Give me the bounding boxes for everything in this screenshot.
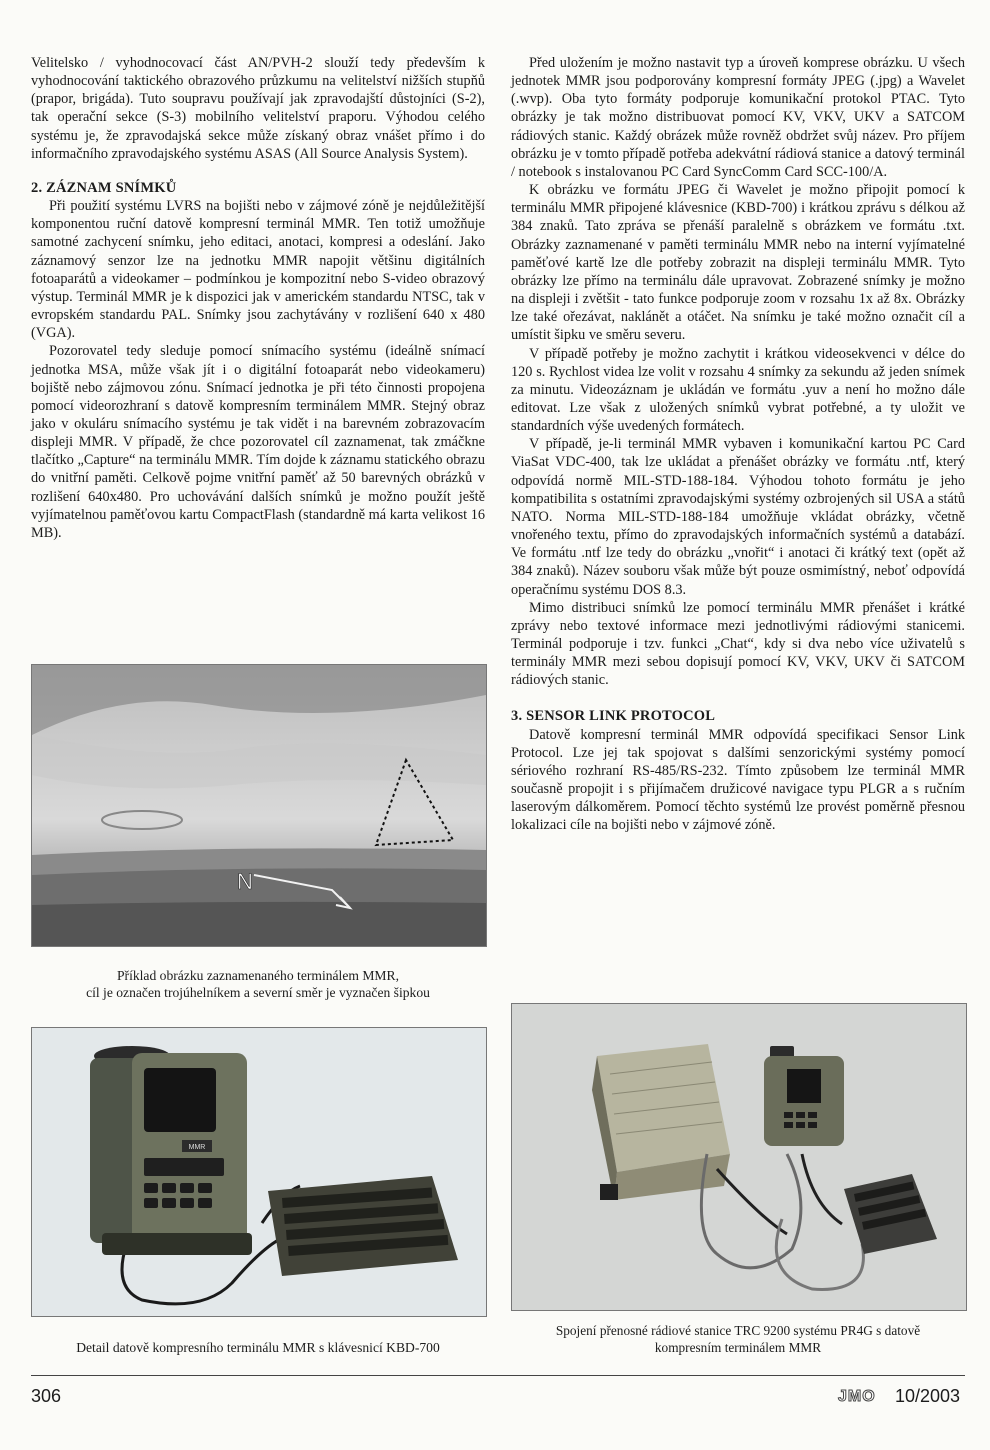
figure-caption [31,967,485,1001]
figure-radio-mmr [511,1003,967,1311]
paragraph: K obrázku ve formátu JPEG či Wavelet je možno připojit pomocí k terminálu MMR připojené klávesnice (KBD-700) i krátkou zprávu s délkou až 384 znaků. Tato zpráva se přenáší paralelně s obrázkem ve formátu .txt. Obrázky zaznamenané v paměti terminálu MMR nebo na interní vyjímatelné paměťové kartě lze dle potřeby zobrazit na displeji terminálu MMR. Tyto obrázky lze přímo na terminálu dále upravovat. Zobrazené snímky je možno na displeji i zvětšit - tato funkce podporuje zoom v rozsahu 1x až 8x. Obrázky lze také ořezávat, naklánět a otáčet. Na snímku je také možno označit cíl a umístit šipku ve směru severu. [511,182,965,344]
radio-mmr-svg [512,1004,966,1310]
section-heading: 3. SENSOR LINK PROTOCOL [511,708,716,725]
caption-line: Příklad obrázku zaznamenaného terminálem MMR, [117,968,399,983]
paragraph: Pozorovatel tedy sleduje pomocí snímacího systému (ideálně snímací jednotka MSA, může však jít i o digitální fotoaparát nebo videokameru) bojiště nebo zájmovou zónu. Snímací jednotka je při této činnosti propojena pomocí videorozhraní s datově kompresním terminálem MMR. Stejný obraz jako v okuláru snímacího systému je tak vidět i na barevném zobrazovacím displeji MMR. V případě, že chce pozorovatel cíl zaznamenat, tak zmáčkne tlačítko „Capture“ na terminálu MMR. Tím dojde k záznamu statického obrazu do vnitřní paměti. Celkově pojme vnitřní paměť až 50 barevných obrázků v rozlišení 640x480. Pro uchovávání dalších snímků je možno použít ještě vyjímatelnou paměťovou kartu CompactFlash (standardně má karta velikost 16 MB). [31,343,485,541]
paragraph: V případě potřeby je možno zachytit i krátkou videosekvenci v délce do 120 s. Rychlost videa lze volit v rozsahu 4 snímky za sekundu až jeden snímek za minutu. Videozáznam je ukládán ve formátu .yuv a není ho možno dále editovat. Lze však z uložených snímků vybrat potřebné, a ty uložit ve standardních výše uvedených formátech. [511,345,965,435]
page-number: 306 [31,1386,62,1406]
section-heading: 2. ZÁZNAM SNÍMKŮ [31,179,177,196]
paragraph: Datově kompresní terminál MMR odpovídá specifikaci Sensor Link Protocol. Lze jej tak spojovat s dalšími senzorickými systémy pomocí sériového rozhraní RS-485/RS-232. Tímto způsobem lze terminál MMR současně propojit i s přijímačem družicové navigace typu PLGR a s ručním laserovým dálkoměrem. Pomocí těchto systémů lze provést poměrně přesnou lokalizaci cíle na bojišti nebo v zájmové zóně. [511,726,965,834]
right-column [511,54,965,835]
device-badge: MMR [188,1144,206,1151]
magazine-logo: JMO [838,1388,876,1405]
north-label: N [237,869,253,894]
mmr-keyboard-svg [32,1028,486,1316]
target-image-svg [32,665,486,946]
footer-rule [31,1375,965,1376]
caption-line: kompresním terminálem MMR [654,1340,822,1355]
paragraph: Při použití systému LVRS na bojišti nebo v zájmové zóně je nejdůležitější komponentou ruční datově kompresní terminál MMR. Ten totiž umožňuje samotné zachycení snímku, jeho editaci, anotaci, kompresi a odeslání. Jako záznamový senzor lze na jednotku MMR napojit většinu digitálních fotoaparátů a videokamer – podmínkou je kompozitní nebo S-video obrazový výstup. Terminál MMR je k dispozici jak v americkém standardu NTSC, tak v evropském standardu PAL. Snímky jsou zachytávány v rozlišení 640 x 480 (VGA). [31,198,485,342]
paragraph: Velitelsko / vyhodnocovací část AN/PVH-2 slouží tedy především k vyhodnocování taktického obrazového průzkumu na velitelství nižších stupňů (prapor, brigáda). Tuto soupravu používají jak zpravodajští důstojníci (S-2), tak operační sekce (S-3) mobilního velitelství praporu. Výhodou celého systému je, že zpravodajská sekce může získaný obraz vnášet přímo i do informačního zpravodajského systému ASAS (All Source Analysis System). [31,55,485,162]
paragraph: V případě, je-li terminál MMR vybaven i komunikační kartou PC Card ViaSat VDC-400, tak lze ukládat a přenášet obrázky ve formátu .ntf, který odpovídá normě MIL-STD-188-184. Výhodou tohoto formátu je jeho kompatibilita s ostatními zpravodajskými systémy ozbrojených sil USA a států NATO. Norma MIL-STD-188-184 umožňuje vkládat obrázky, včetně vnořeného textu, přímo do zpravodajských informačních systémů a databází. Ve formátu .ntf lze tedy do obrázku „vnořit“ i anotaci či krátký text (opět až 384 znaků). Název souboru však může být pouze osmimístný, neboť odpovídá operačnímu systému DOS 8.3. [511,436,965,598]
paragraph: Mimo distribuci snímků lze pomocí terminálu MMR přenášet i krátké zprávy nebo textové informace mezi jednotlivými rádiovými stanicemi. Terminál podporuje i tzv. funkci „Chat“, kdy si dva nebo více uživatelů s terminály MMR mezi sebou dopisují pomocí KV, VKV, UKV či SATCOM rádiových stanic. [511,599,965,689]
figure-caption [505,1322,971,1356]
paragraph: Před uložením je možno nastavit typ a úroveň komprese obrázku. U všech jednotek MMR jsou podporovány kompresní formáty JPEG (.jpg) a Wavelet (.wvp). Oba tyto formáty podporuje komunikační protokol PTAC. Tyto obrázky je tak možno distribuovat pomocí KV, VKV, UKV a SATCOM rádiových stanic. Každý obrázek může rovněž obdržet svůj název. Pro příjem obrázku je v tomto případě potřeba adekvátní rádiová stanice a datový terminál / notebook s instalovanou PC Card SyncComm Card SCC-100/A. [511,55,965,180]
issue-number: 10/2003 [895,1386,961,1406]
figure-mmr-keyboard [31,1027,487,1317]
caption-line: cíl je označen trojúhelníkem a severní směr je vyznačen šipkou [86,985,430,1000]
left-column [31,54,485,542]
caption-line: Spojení přenosné rádiové stanice TRC 9200 systému PR4G s datově [555,1323,921,1338]
figure-caption: Detail datově kompresního terminálu MMR s klávesnicí KBD-700 [76,1340,440,1355]
terminal-screen [144,1068,216,1132]
figure-target-image [31,664,487,947]
